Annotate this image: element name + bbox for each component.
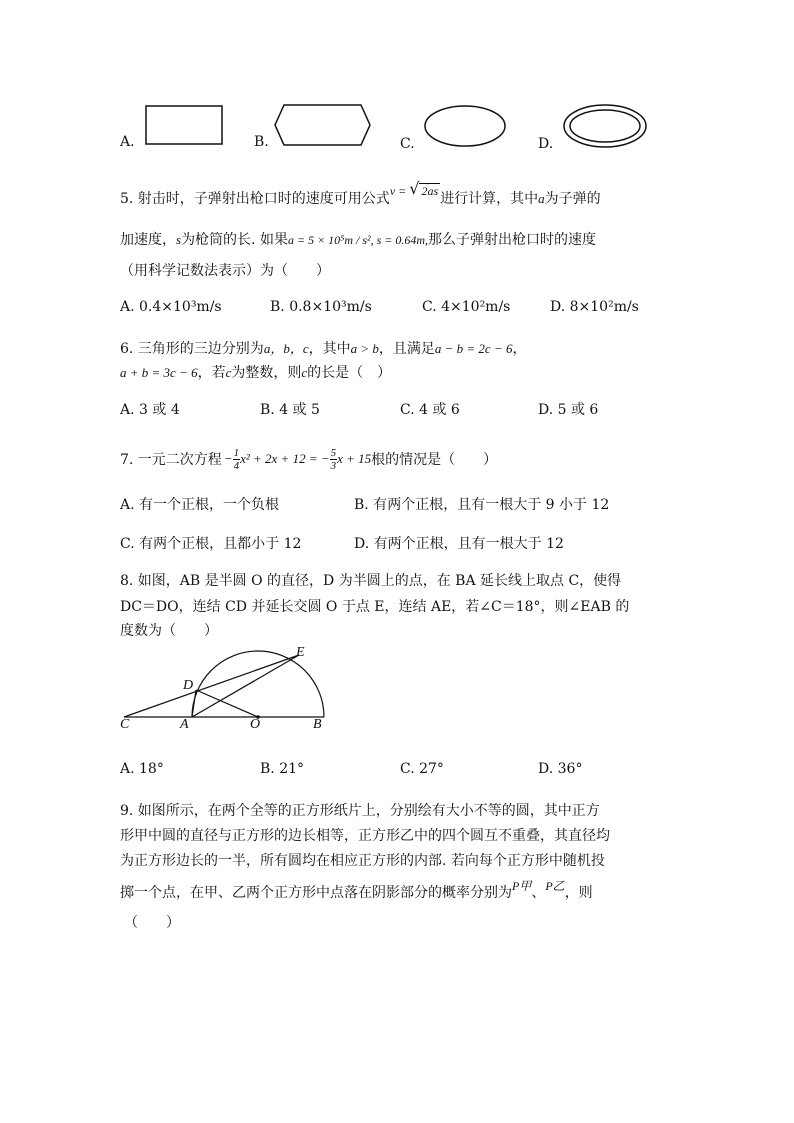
q9-line3: 为正方形边长的一半，所有圆均在相应正方形的内部. 若向每个正方形中随机投 [120, 853, 605, 869]
q8-option-d: D. 36° [538, 761, 583, 777]
q6-line1: 6. 三角形的三边分别为a，b，c，其中a > b，且满足a − b = 2c − 6， [120, 341, 527, 357]
q6-option-c: C. 4 或 6 [400, 402, 460, 418]
q5-option-d: D. 8×10²m/s [550, 299, 639, 315]
line-ce [124, 655, 299, 717]
sqrt-symbol: √ [409, 179, 420, 198]
q7-option-c: C. 有两个正根，且都小于 12 [120, 536, 302, 552]
point-label-b: B [313, 717, 322, 732]
q7-option-b: B. 有两个正根，且有一根大于 9 小于 12 [354, 497, 610, 513]
q7-option-a: A. 有一个正根，一个负根 [120, 497, 280, 513]
given-values: a = 5 × 10⁵m / s², s = 0.64m, [287, 233, 429, 247]
q8-line2: DC＝DO，连结 CD 并延长交圆 O 于点 E，连结 AE，若∠C＝18°，则∠EAB 的 [120, 599, 630, 615]
q8-line3: 度数为（ ） [120, 623, 218, 639]
q8-option-a: A. 18° [120, 761, 164, 777]
q8-option-b: B. 21° [260, 761, 305, 777]
point-label-e: E [296, 645, 305, 660]
p-jia: P甲 [512, 879, 532, 893]
q6-option-a: A. 3 或 4 [120, 402, 180, 418]
q9-line1: 9. 如图所示，在两个全等的正方形纸片上，分别绘有大小不等的圆，其中正方 [120, 803, 600, 819]
line-ad [192, 690, 196, 717]
q8-line1: 8. 如图，AB 是半圆 O 的直径，D 为半圆上的点，在 BA 延长线上取点 C，使得 [120, 573, 622, 589]
q5-line3: （用科学记数法表示）为（ ） [120, 263, 330, 279]
q4-option-a-label: A. [120, 134, 135, 150]
q6-option-d: D. 5 或 6 [538, 402, 599, 418]
q5-line2: 加速度，s为枪筒的长. 如果a = 5 × 10⁵m / s², s = 0.64m,那么子弹射出枪口时的速度 [120, 232, 597, 248]
q4-option-d-label: D. [538, 136, 554, 152]
q4-rectangle-shape [145, 105, 225, 147]
q4-ellipse-shape [424, 105, 508, 149]
q7-line: 7. 一元二次方程 − $\frac{1}{4}$ x² + 2x + 12 = − $\frac{5}{3}$ x + 15 根的情况是（ ） [120, 446, 498, 472]
point-label-d: D [183, 678, 194, 693]
q4-option-b-label: B. [254, 134, 269, 150]
q4-double-ellipse-shape [563, 104, 649, 150]
q9-line2: 形甲中圆的直径与正方形的边长相等，正方形乙中的四个圆互不重叠，其直径均 [120, 828, 610, 844]
q5-line1: 5. 射击时，子弹射出枪口时的速度可用公式v = √ 2as 进行计算，其中a为子弹的 [120, 179, 601, 207]
q6-option-b: B. 4 或 5 [260, 402, 320, 418]
point-label-a: A [180, 717, 189, 732]
q9-line5: （ ） [124, 915, 180, 931]
q9-line4: 掷一个点，在甲、乙两个正方形中点落在阴影部分的概率分别为P甲、P乙，则 [120, 879, 593, 901]
p-yi: P乙 [545, 879, 565, 893]
point-label-c: C [120, 717, 130, 732]
formula-v: v = [389, 184, 410, 198]
q5-option-c: C. 4×10²m/s [422, 299, 511, 315]
q7-option-d: D. 有两个正根，且有一根大于 12 [354, 536, 564, 552]
line-ae [192, 655, 299, 717]
fraction-one-quarter: $\frac{1}{4}$ [233, 446, 240, 472]
q5-option-b: B. 0.8×10³m/s [270, 299, 372, 315]
q4-hexagon-shape [274, 104, 374, 148]
q8-option-c: C. 27° [400, 761, 444, 777]
q4-option-c-label: C. [400, 136, 415, 152]
q5-option-a: A. 0.4×10³m/s [120, 299, 222, 315]
line-do [196, 690, 258, 717]
formula-root: 2as [421, 184, 439, 198]
point-label-o: O [250, 717, 261, 732]
q6-line2: a + b = 3c − 6，若c为整数，则c的长是（ ） [120, 365, 392, 381]
fraction-five-thirds: $\frac{5}{3}$ [330, 446, 337, 472]
